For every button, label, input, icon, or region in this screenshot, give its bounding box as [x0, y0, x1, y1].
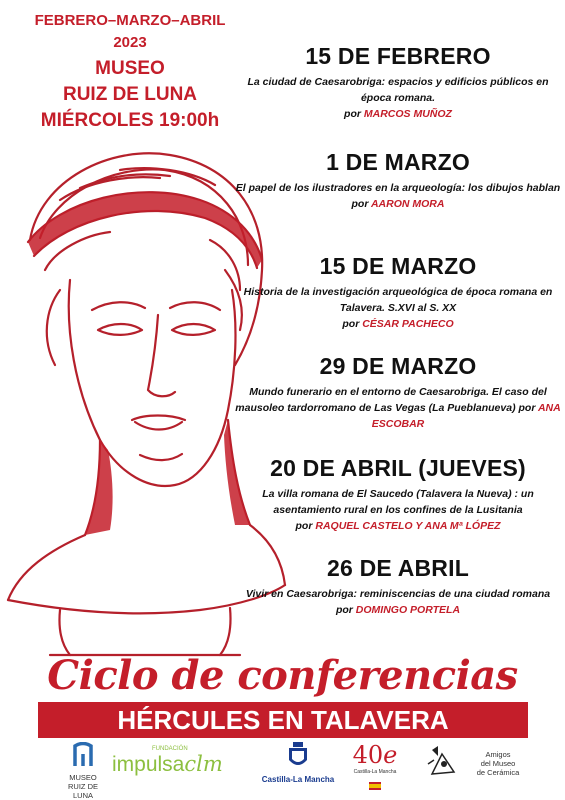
museum-line-2: RUIZ DE LUNA — [62, 84, 198, 105]
speaker-name: MARCOS MUÑOZ — [363, 108, 452, 120]
event-title: La ciudad de Caesarobriga: espacios y edificios públicos en época romana. — [247, 76, 549, 104]
speaker-prefix: por — [295, 520, 313, 532]
amigos-line-1: Amigos — [485, 750, 511, 759]
event-date: 20 DE ABRIL (JUEVES) — [270, 455, 526, 481]
fundacion-label: FUNDACIÓN — [152, 746, 188, 752]
speaker-prefix: por — [344, 108, 361, 120]
speaker-prefix: por — [351, 198, 369, 210]
speaker-name: CÉSAR PACHECO — [362, 318, 454, 330]
year-line: 2023 — [113, 34, 147, 51]
ceramic-figure-icon — [424, 744, 460, 780]
flag-icon — [369, 782, 381, 790]
museum-line-1: MUSEO — [95, 58, 165, 79]
clm-text: clm — [184, 752, 223, 776]
cuarenta-number: 40 — [352, 741, 384, 769]
event-6 — [233, 554, 563, 618]
event-5 — [233, 454, 563, 534]
event-title: Vivir en Caesarobriga: reminiscencias de una ciudad romana — [245, 588, 551, 600]
event-speaker-line — [233, 602, 563, 618]
amigos-line-2: del Museo — [480, 759, 516, 768]
museum-m-icon — [73, 742, 93, 768]
banner-title: HÉRCULES EN TALAVERA — [38, 702, 528, 738]
event-2 — [233, 148, 563, 212]
event-speaker-line — [233, 316, 563, 332]
event-speaker-line — [233, 106, 563, 122]
museo-line-2: RUIZ DE LUNA — [68, 782, 98, 800]
logo-museo — [58, 742, 108, 800]
sponsor-logos — [0, 742, 565, 800]
speaker-name: ANA ESCOBAR — [371, 402, 561, 430]
event-title: La villa romana de El Saucedo (Talavera la Nueva) : un asentamiento rural en los confines de la Lusitania — [262, 488, 534, 516]
event-speaker-line — [233, 518, 563, 534]
speaker-prefix: por — [518, 402, 536, 414]
logo-castilla — [258, 742, 338, 784]
cuarenta-suffix: e — [383, 741, 398, 769]
event-date: 29 DE MARZO — [319, 353, 477, 379]
logo-impulsa — [112, 746, 252, 777]
coat-of-arms-icon — [287, 742, 309, 770]
impulsa-text: impulsa — [112, 753, 185, 776]
museo-line-1: MUSEO — [69, 773, 97, 782]
amigos-line-3: de Cerámica — [476, 768, 520, 777]
event-date: 15 DE FEBRERO — [305, 43, 491, 69]
speaker-name: DOMINGO PORTELA — [355, 604, 461, 616]
cuarenta-caption: Castilla-La Mancha — [353, 769, 397, 775]
speaker-prefix: por — [342, 318, 360, 330]
schedule-line: MIÉRCOLES 19:00h — [40, 110, 220, 131]
cycle-title: Ciclo de conferencias — [47, 652, 518, 699]
event-title: El papel de los ilustradores en la arqueología: los dibujos hablan — [235, 182, 561, 194]
event-title: Historia de la investigación arqueológica de época romana en Talavera. S.XVI al S. XX — [243, 286, 553, 314]
event-title-text: Mundo funerario en el entorno de Caesarobriga. El caso del mausoleo tardorromano de Las Vegas (La Pueblanueva) — [235, 386, 547, 414]
castilla-name: Castilla-La Mancha — [261, 775, 335, 784]
event-1 — [233, 42, 563, 122]
speaker-name: RAQUEL CASTELO Y ANA Mª LÓPEZ — [315, 520, 501, 532]
event-3 — [233, 252, 563, 332]
event-speaker-line — [233, 196, 563, 212]
event-date: 26 DE ABRIL — [327, 555, 469, 581]
event-4 — [233, 352, 563, 432]
months-line: FEBRERO–MARZO–ABRIL — [34, 12, 226, 29]
event-title — [233, 384, 563, 432]
speaker-prefix: por — [335, 604, 353, 616]
event-date: 1 DE MARZO — [326, 149, 470, 175]
header-block — [0, 10, 260, 134]
speaker-name: AARON MORA — [370, 198, 445, 210]
event-date: 15 DE MARZO — [319, 253, 477, 279]
logo-cuarenta — [340, 742, 410, 795]
